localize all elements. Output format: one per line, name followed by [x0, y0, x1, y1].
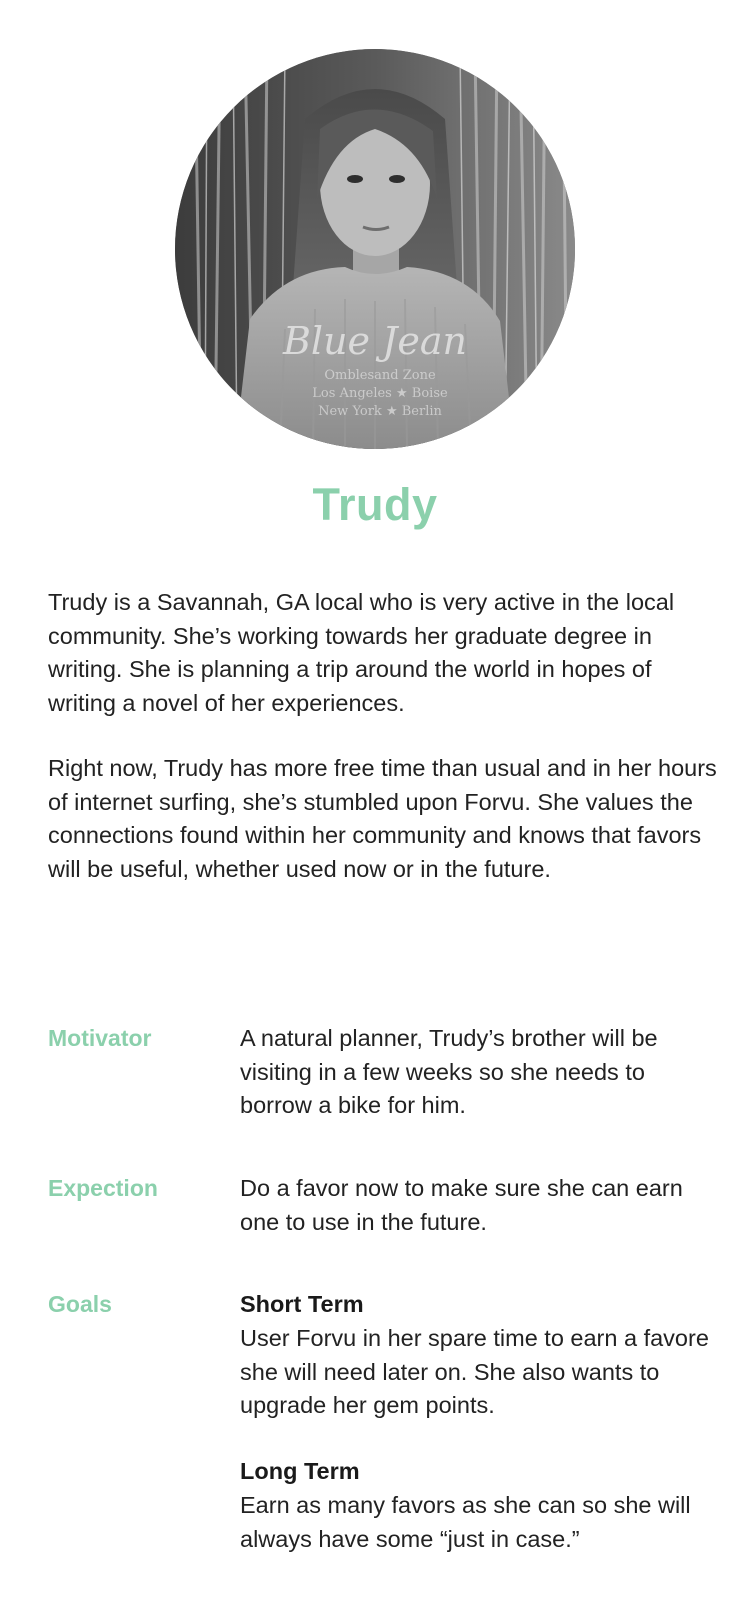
expection-text: Do a favor now to make sure she can earn one to use in the future. — [240, 1175, 683, 1235]
avatar — [175, 49, 575, 449]
bio-paragraph-2: Right now, Trudy has more free time than usual and in her hours of internet surfing, she’s stumbled upon Forvu. She values the connections found within her community and knows that favors will be useful, whether used now or in the future. — [48, 755, 717, 882]
expection-label: Expection — [48, 1175, 158, 1201]
long-term-heading: Long Term — [240, 1458, 360, 1484]
short-term-heading: Short Term — [240, 1291, 364, 1317]
bio-paragraph-1: Trudy is a Savannah, GA local who is very active in the local community. She’s working towards her graduate degree in writing. She is planning a trip around the world in hopes of writing a novel of her experiences. — [48, 589, 675, 716]
svg-text:Omblesand Zone: Omblesand Zone — [324, 368, 436, 383]
short-term-text: User Forvu in her spare time to earn a favore she will need later on. She also wants to upgrade her gem points. — [240, 1325, 709, 1418]
persona-name: Trudy — [312, 479, 438, 530]
portrait-image — [175, 49, 575, 449]
motivator-label: Motivator — [48, 1025, 152, 1051]
long-term-text: Earn as many favors as she can so she will always have some “just in case.” — [240, 1492, 691, 1552]
motivator-text: A natural planner, Trudy’s brother will be visiting in a few weeks so she needs to borrow a bike for him. — [240, 1025, 658, 1118]
svg-text:Los Angeles ★ Boise: Los Angeles ★ Boise — [312, 386, 448, 401]
svg-text:New York ★ Berlin: New York ★ Berlin — [318, 404, 442, 419]
svg-text:Blue Jean: Blue Jean — [283, 319, 467, 363]
goals-label: Goals — [48, 1291, 112, 1317]
